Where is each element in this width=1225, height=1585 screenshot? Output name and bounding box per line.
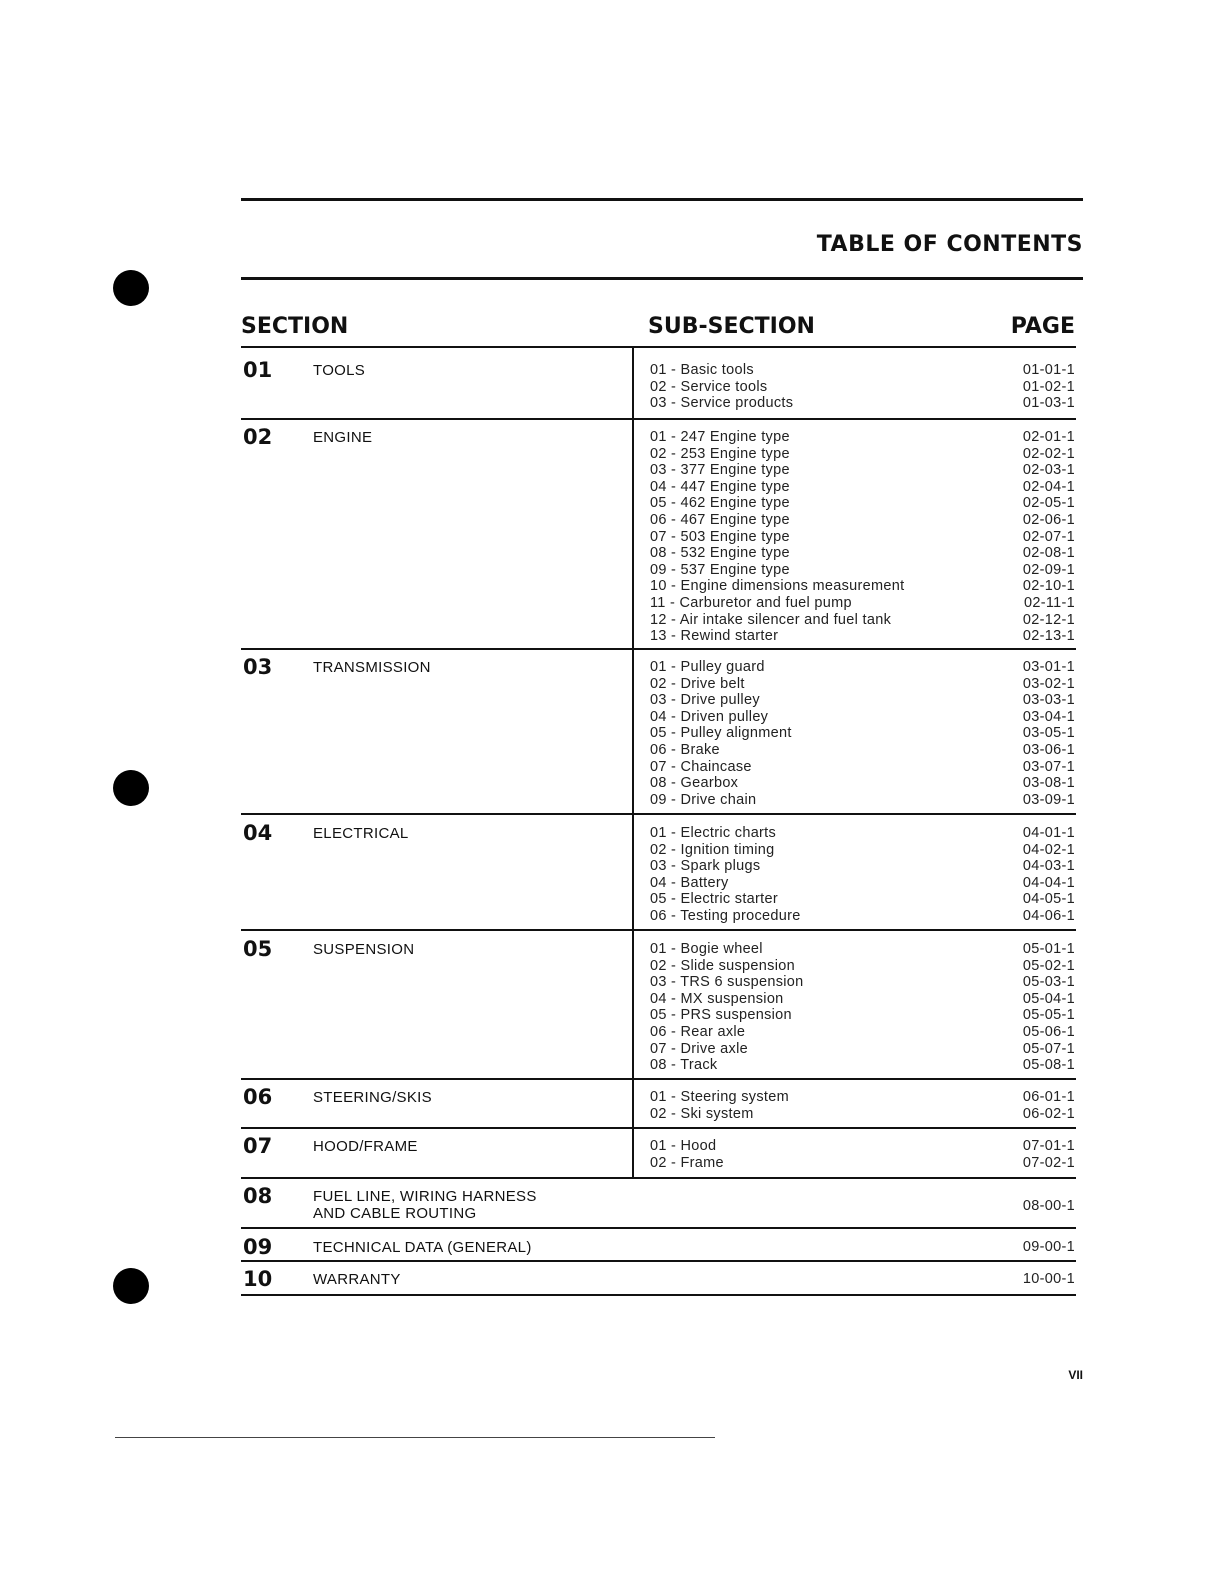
subsection-item[interactable]: 13 - Rewind starter: [650, 628, 779, 645]
subsection-column-heading: SUB-SECTION: [648, 314, 815, 339]
subsection-item[interactable]: 09 - Drive chain: [650, 791, 757, 808]
subsection-item[interactable]: 08 - Gearbox: [650, 775, 739, 792]
page-ref: 10-00-1: [1022, 1271, 1075, 1287]
section-number: 01: [243, 358, 273, 382]
subsection-item[interactable]: 01 - Hood: [650, 1138, 717, 1154]
section-name: ELECTRICAL: [313, 825, 409, 842]
subsection-item[interactable]: 07 - Chaincase: [650, 758, 752, 775]
section-rule: [241, 1078, 1076, 1080]
page-ref: 02-09-1: [1022, 561, 1075, 578]
column-divider: [632, 348, 634, 418]
subsection-item[interactable]: 02 - 253 Engine type: [650, 445, 790, 462]
header-top-rule: [241, 198, 1083, 201]
subsection-list: [650, 941, 804, 1074]
subsection-item[interactable]: 02 - Slide suspension: [650, 957, 795, 974]
subsection-item[interactable]: 07 - Drive axle: [650, 1040, 748, 1057]
page-list: [1023, 1138, 1075, 1171]
page-ref: 03-06-1: [1022, 741, 1075, 758]
section-name: WARRANTY: [313, 1271, 401, 1288]
subsection-item[interactable]: 01 - Pulley guard: [650, 659, 765, 675]
binder-hole-bottom: [113, 1268, 149, 1304]
page-ref: 02-03-1: [1022, 462, 1075, 479]
subsection-item[interactable]: 08 - Track: [650, 1057, 718, 1074]
subsection-item[interactable]: 11 - Carburetor and fuel pump: [650, 594, 852, 611]
page-ref: 04-05-1: [1022, 891, 1075, 908]
section-rule: [241, 1294, 1076, 1296]
page-ref: 02-08-1: [1022, 545, 1075, 562]
subsection-item[interactable]: 04 - MX suspension: [650, 990, 784, 1007]
page-ref: 01-02-1: [1022, 378, 1075, 395]
page-ref: 08-00-1: [1022, 1198, 1075, 1214]
page-ref: 03-05-1: [1022, 725, 1075, 742]
column-divider: [632, 415, 634, 648]
bottom-edge-line: [115, 1437, 715, 1438]
page-ref: 05-08-1: [1022, 1057, 1075, 1074]
column-divider: [632, 811, 634, 929]
section-number: 08: [243, 1184, 273, 1208]
subsection-item[interactable]: 01 - Electric charts: [650, 825, 777, 841]
page-ref: 04-06-1: [1022, 907, 1075, 924]
page-ref: 02-04-1: [1022, 478, 1075, 495]
page-column-heading: PAGE: [1010, 314, 1075, 339]
section-number: 03: [243, 655, 273, 679]
page-list: [1023, 941, 1075, 1074]
section-column-heading: SECTION: [241, 314, 349, 339]
page-ref: 05-05-1: [1022, 1007, 1075, 1024]
page-ref: 02-11-1: [1023, 594, 1075, 611]
section-rule: [241, 1177, 1076, 1179]
subsection-item[interactable]: 04 - Driven pulley: [650, 708, 769, 725]
subsection-item[interactable]: 01 - Basic tools: [650, 362, 754, 378]
subsection-item[interactable]: 05 - 462 Engine type: [650, 495, 790, 512]
column-divider: [632, 927, 634, 1078]
page-ref: 05-03-1: [1022, 974, 1075, 991]
binder-hole-middle: [113, 770, 149, 806]
subsection-item[interactable]: 06 - 467 Engine type: [650, 511, 790, 528]
page-ref: 03-07-1: [1022, 758, 1075, 775]
column-divider: [632, 1124, 634, 1177]
subsection-list: [650, 825, 801, 925]
subsection-item[interactable]: 05 - Pulley alignment: [650, 725, 792, 742]
page-list: [1023, 1089, 1075, 1122]
page-number: VII: [1068, 1368, 1083, 1382]
subsection-item[interactable]: 02 - Service tools: [650, 378, 768, 395]
section-rule: [241, 1260, 1076, 1262]
section-rule: [241, 418, 1076, 420]
subsection-item[interactable]: 09 - 537 Engine type: [650, 561, 790, 578]
subsection-list: [650, 1138, 724, 1171]
column-divider: [632, 645, 634, 813]
subsection-item[interactable]: 03 - TRS 6 suspension: [650, 974, 804, 991]
subsection-item[interactable]: 03 - Drive pulley: [650, 692, 760, 709]
subsection-list: [650, 429, 904, 645]
page-ref: 03-09-1: [1022, 791, 1075, 808]
subsection-item[interactable]: 06 - Rear axle: [650, 1023, 746, 1040]
page-list: [1023, 659, 1075, 808]
page-ref: 06-01-1: [1022, 1089, 1075, 1105]
page-ref: 03-01-1: [1022, 659, 1075, 675]
subsection-list: [650, 659, 792, 808]
subsection-list: [650, 362, 793, 412]
subsection-item[interactable]: 05 - Electric starter: [650, 891, 778, 908]
section-rule: [241, 1127, 1076, 1129]
page-ref: 07-02-1: [1022, 1154, 1075, 1171]
page-ref: 03-02-1: [1022, 675, 1075, 692]
page-list: [1023, 362, 1075, 412]
page-ref: 05-06-1: [1022, 1023, 1075, 1040]
subsection-item[interactable]: 05 - PRS suspension: [650, 1007, 792, 1024]
header-bottom-rule: [241, 277, 1083, 280]
page-ref: 05-04-1: [1022, 990, 1075, 1007]
section-name: SUSPENSION: [313, 941, 415, 958]
page-ref: 04-02-1: [1022, 841, 1075, 858]
subsection-item[interactable]: 07 - 503 Engine type: [650, 528, 790, 545]
page-title: TABLE OF CONTENTS: [816, 232, 1083, 257]
section-name: FUEL LINE, WIRING HARNESS AND CABLE ROUTING: [313, 1188, 537, 1222]
page-ref: 04-03-1: [1022, 858, 1075, 875]
section-rule: [241, 813, 1076, 815]
page-ref: 02-01-1: [1022, 429, 1075, 445]
subsection-item[interactable]: 01 - 247 Engine type: [650, 429, 790, 445]
section-name: TOOLS: [313, 362, 366, 379]
subsection-item[interactable]: 03 - 377 Engine type: [650, 462, 790, 479]
page-ref: 06-02-1: [1022, 1105, 1075, 1122]
page-ref: 01-01-1: [1022, 362, 1075, 378]
page-list: [1023, 825, 1075, 925]
section-rule: [241, 929, 1076, 931]
page-ref: 02-05-1: [1022, 495, 1075, 512]
binder-hole-top: [113, 270, 149, 306]
page-ref: 03-03-1: [1022, 692, 1075, 709]
section-number: 10: [243, 1267, 273, 1291]
page-ref: 02-02-1: [1022, 445, 1075, 462]
subsection-item[interactable]: 02 - Drive belt: [650, 675, 745, 692]
section-rule: [241, 1227, 1076, 1229]
section-number: 06: [243, 1085, 273, 1109]
subsection-item[interactable]: 01 - Bogie wheel: [650, 941, 763, 957]
subsection-item[interactable]: 01 - Steering system: [650, 1089, 789, 1105]
section-number: 04: [243, 821, 273, 845]
subsection-item[interactable]: 02 - Ignition timing: [650, 841, 775, 858]
page-ref: 02-13-1: [1022, 628, 1075, 645]
subsection-item[interactable]: 06 - Testing procedure: [650, 907, 801, 924]
subsection-item[interactable]: 10 - Engine dimensions measurement: [650, 578, 905, 595]
page-list: [1023, 429, 1075, 645]
page-ref: 05-02-1: [1022, 957, 1075, 974]
subsection-list: [650, 1089, 789, 1122]
subsection-item[interactable]: 12 - Air intake silencer and fuel tank: [650, 611, 892, 628]
page-ref: 04-04-1: [1022, 874, 1075, 891]
page-ref: 07-01-1: [1022, 1138, 1075, 1154]
page-ref: 05-07-1: [1022, 1040, 1075, 1057]
subsection-item[interactable]: 04 - Battery: [650, 874, 729, 891]
subsection-item[interactable]: 06 - Brake: [650, 741, 720, 758]
page-ref: 02-06-1: [1022, 511, 1075, 528]
section-number: 07: [243, 1134, 273, 1158]
page-ref: 01-03-1: [1022, 395, 1075, 412]
subsection-item[interactable]: 02 - Frame: [650, 1154, 724, 1171]
column-divider: [632, 1075, 634, 1127]
subsection-item[interactable]: 03 - Service products: [650, 395, 794, 412]
page-ref: 09-00-1: [1022, 1239, 1075, 1255]
subsection-item[interactable]: 03 - Spark plugs: [650, 858, 761, 875]
section-number: 09: [243, 1235, 273, 1259]
section-number: 02: [243, 425, 273, 449]
page-ref: 03-04-1: [1022, 708, 1075, 725]
section-name: HOOD/FRAME: [313, 1138, 418, 1155]
subsection-item[interactable]: 04 - 447 Engine type: [650, 478, 790, 495]
page-ref: 02-12-1: [1022, 611, 1075, 628]
column-heading-rule: [241, 346, 1076, 348]
page-ref: 02-10-1: [1022, 578, 1075, 595]
section-name: ENGINE: [313, 429, 373, 446]
page-ref: 02-07-1: [1022, 528, 1075, 545]
section-name: TECHNICAL DATA (GENERAL): [313, 1239, 532, 1256]
page-ref: 03-08-1: [1022, 775, 1075, 792]
subsection-item[interactable]: 02 - Ski system: [650, 1105, 754, 1122]
page-ref: 05-01-1: [1022, 941, 1075, 957]
subsection-item[interactable]: 08 - 532 Engine type: [650, 545, 790, 562]
section-number: 05: [243, 937, 273, 961]
page-ref: 04-01-1: [1022, 825, 1075, 841]
section-name: STEERING/SKIS: [313, 1089, 432, 1106]
section-rule: [241, 648, 1076, 650]
section-name: TRANSMISSION: [313, 659, 431, 676]
